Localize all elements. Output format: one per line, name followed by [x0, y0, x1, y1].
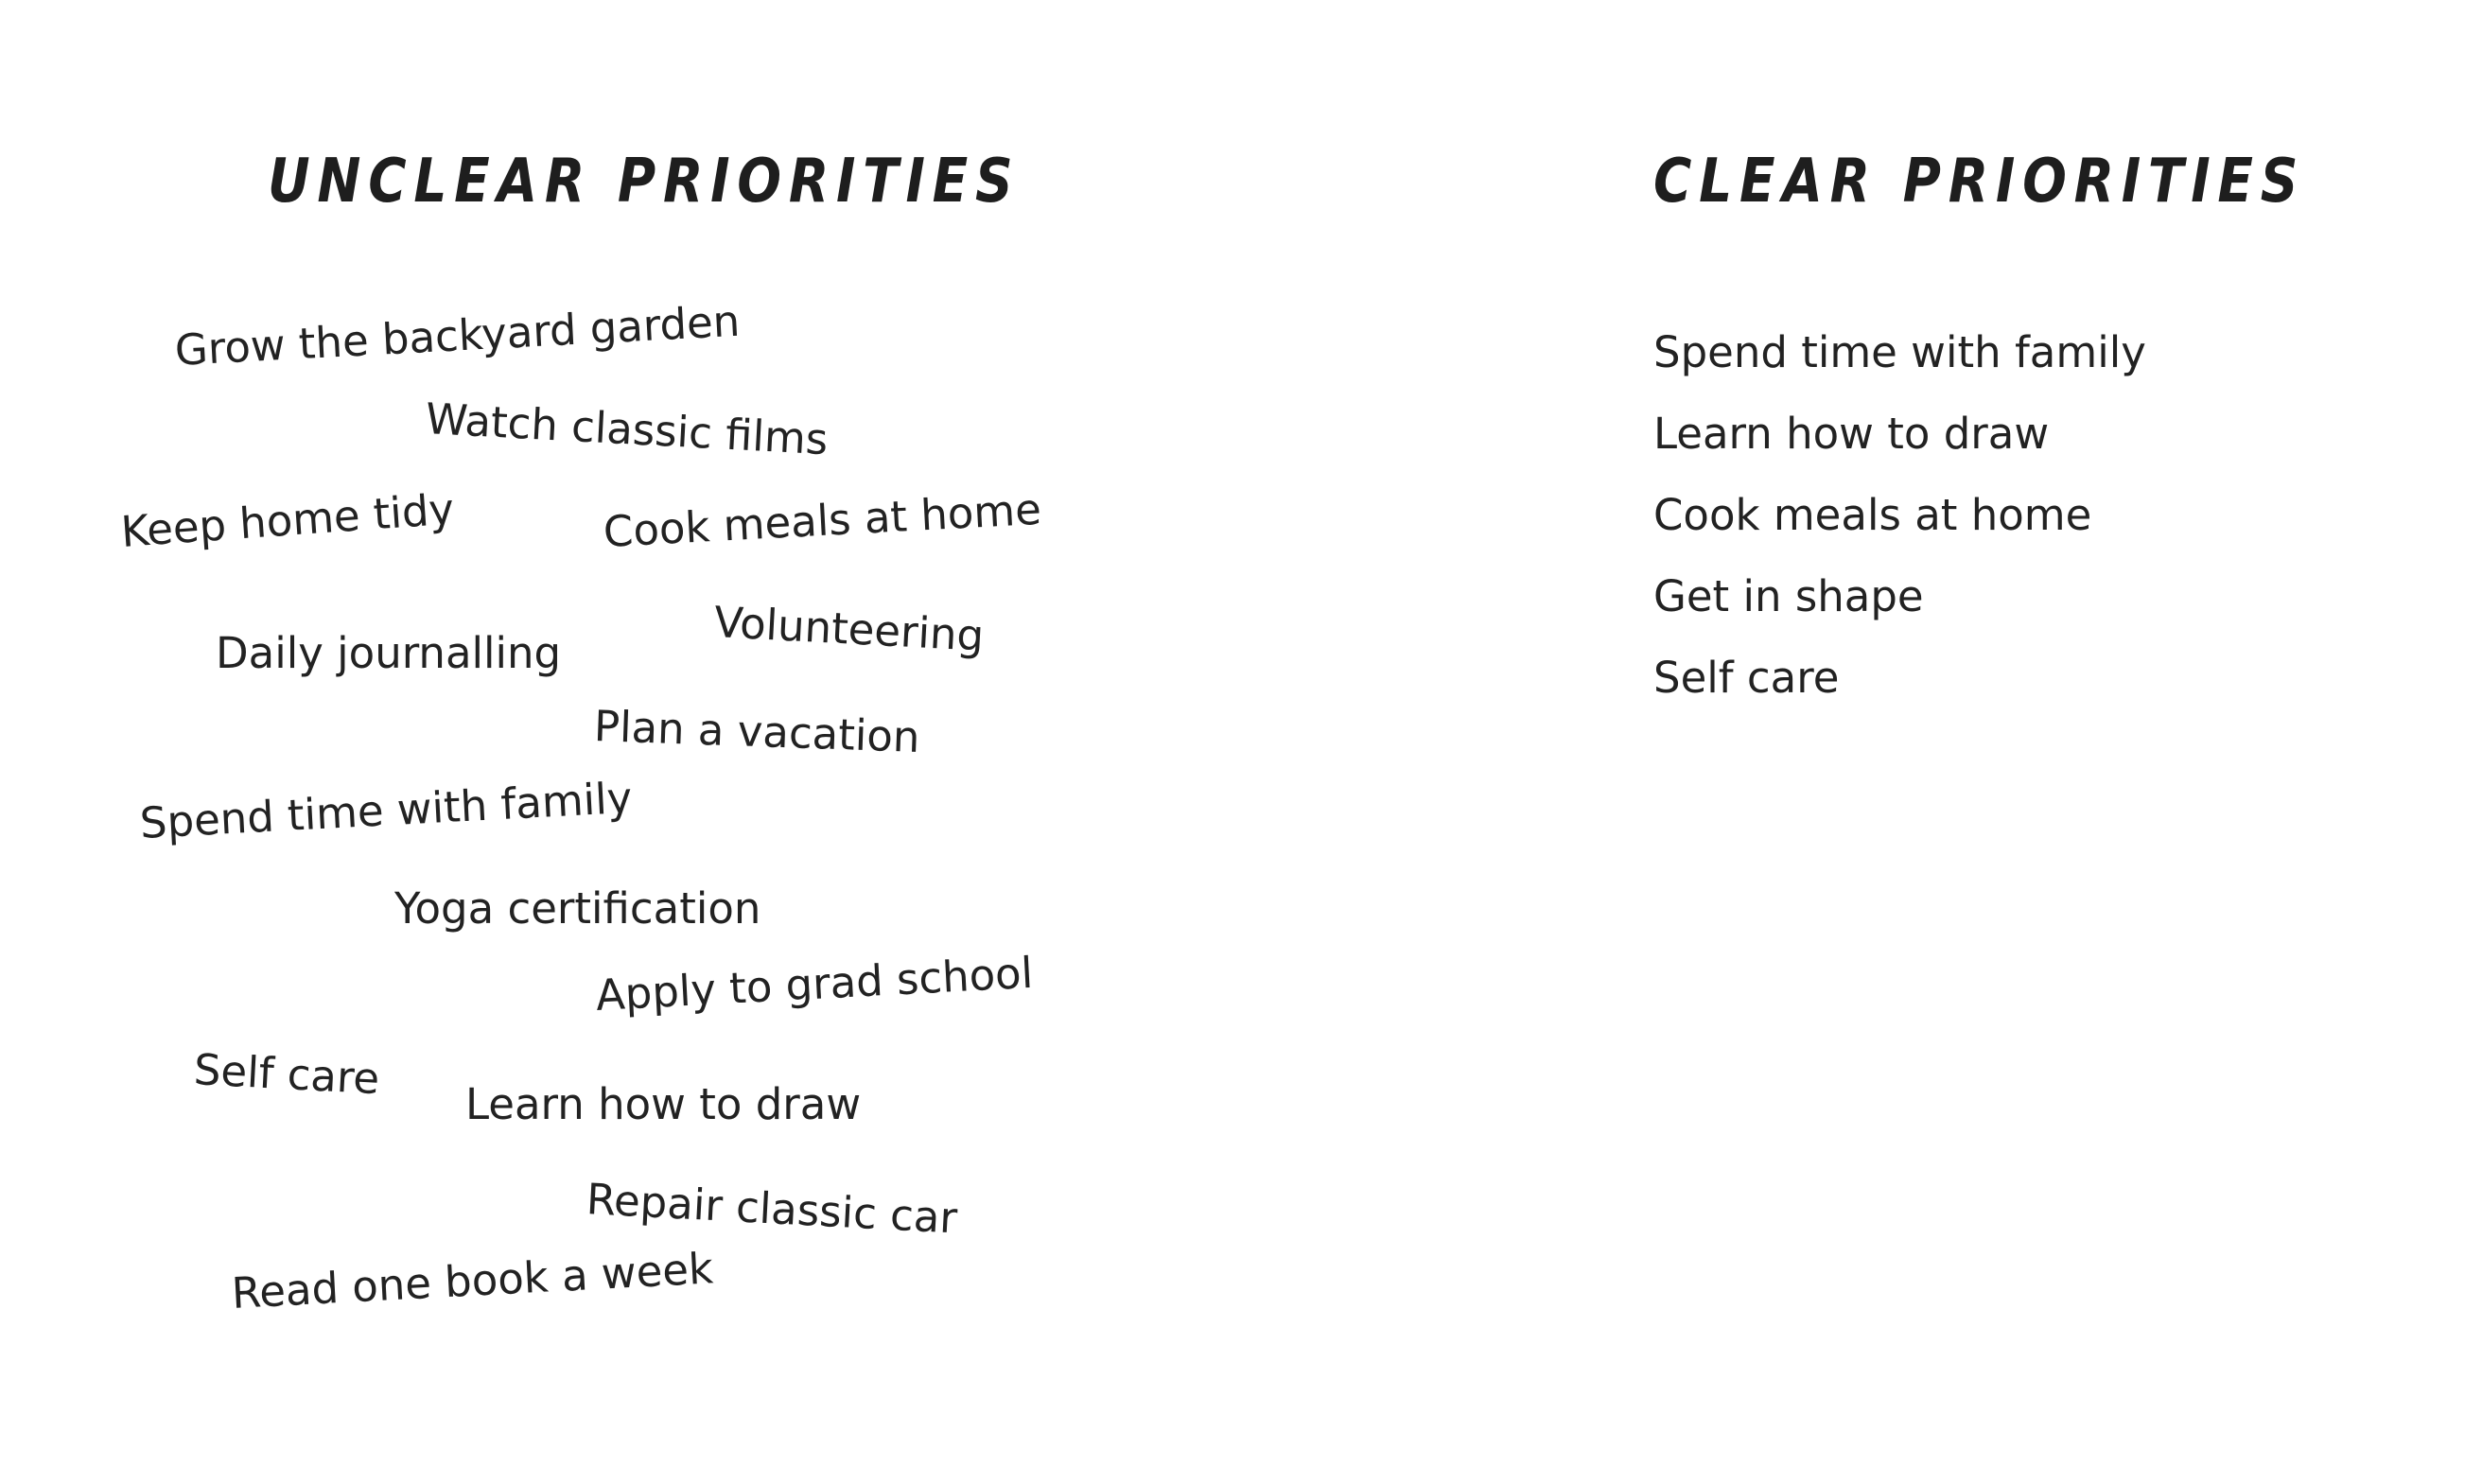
unclear-item: Learn how to draw — [465, 1079, 862, 1129]
unclear-item: Yoga certification — [394, 883, 761, 934]
unclear-item: Read one book a week — [230, 1243, 715, 1318]
unclear-item: Volunteering — [712, 597, 986, 661]
clear-priorities-list — [1653, 312, 2146, 719]
unclear-item: Daily journalling — [216, 628, 562, 678]
unclear-item: Apply to grad school — [594, 947, 1035, 1021]
unclear-item: Grow the backyard garden — [173, 295, 742, 375]
unclear-item: Watch classic films — [424, 393, 830, 465]
unclear-item: Self care — [192, 1044, 381, 1105]
clear-item: Spend time with family — [1653, 327, 2146, 377]
clear-priorities-heading: CLEAR PRIORITIES — [1653, 147, 2306, 217]
unclear-item: Spend time with family — [138, 772, 634, 848]
clear-item: Get in shape — [1653, 571, 1924, 621]
unclear-item: Keep home tidy — [119, 483, 456, 557]
clear-item: Self care — [1653, 653, 1840, 703]
unclear-priorities-heading: UNCLEAR PRIORITIES — [268, 147, 1021, 217]
unclear-priorities-cloud — [0, 0, 1135, 1419]
unclear-item: Cook meals at home — [602, 483, 1043, 557]
unclear-item: Repair classic car — [585, 1174, 959, 1244]
clear-item: Learn how to draw — [1653, 409, 2050, 459]
clear-item: Cook meals at home — [1653, 490, 2092, 540]
unclear-item: Plan a vacation — [593, 701, 921, 763]
